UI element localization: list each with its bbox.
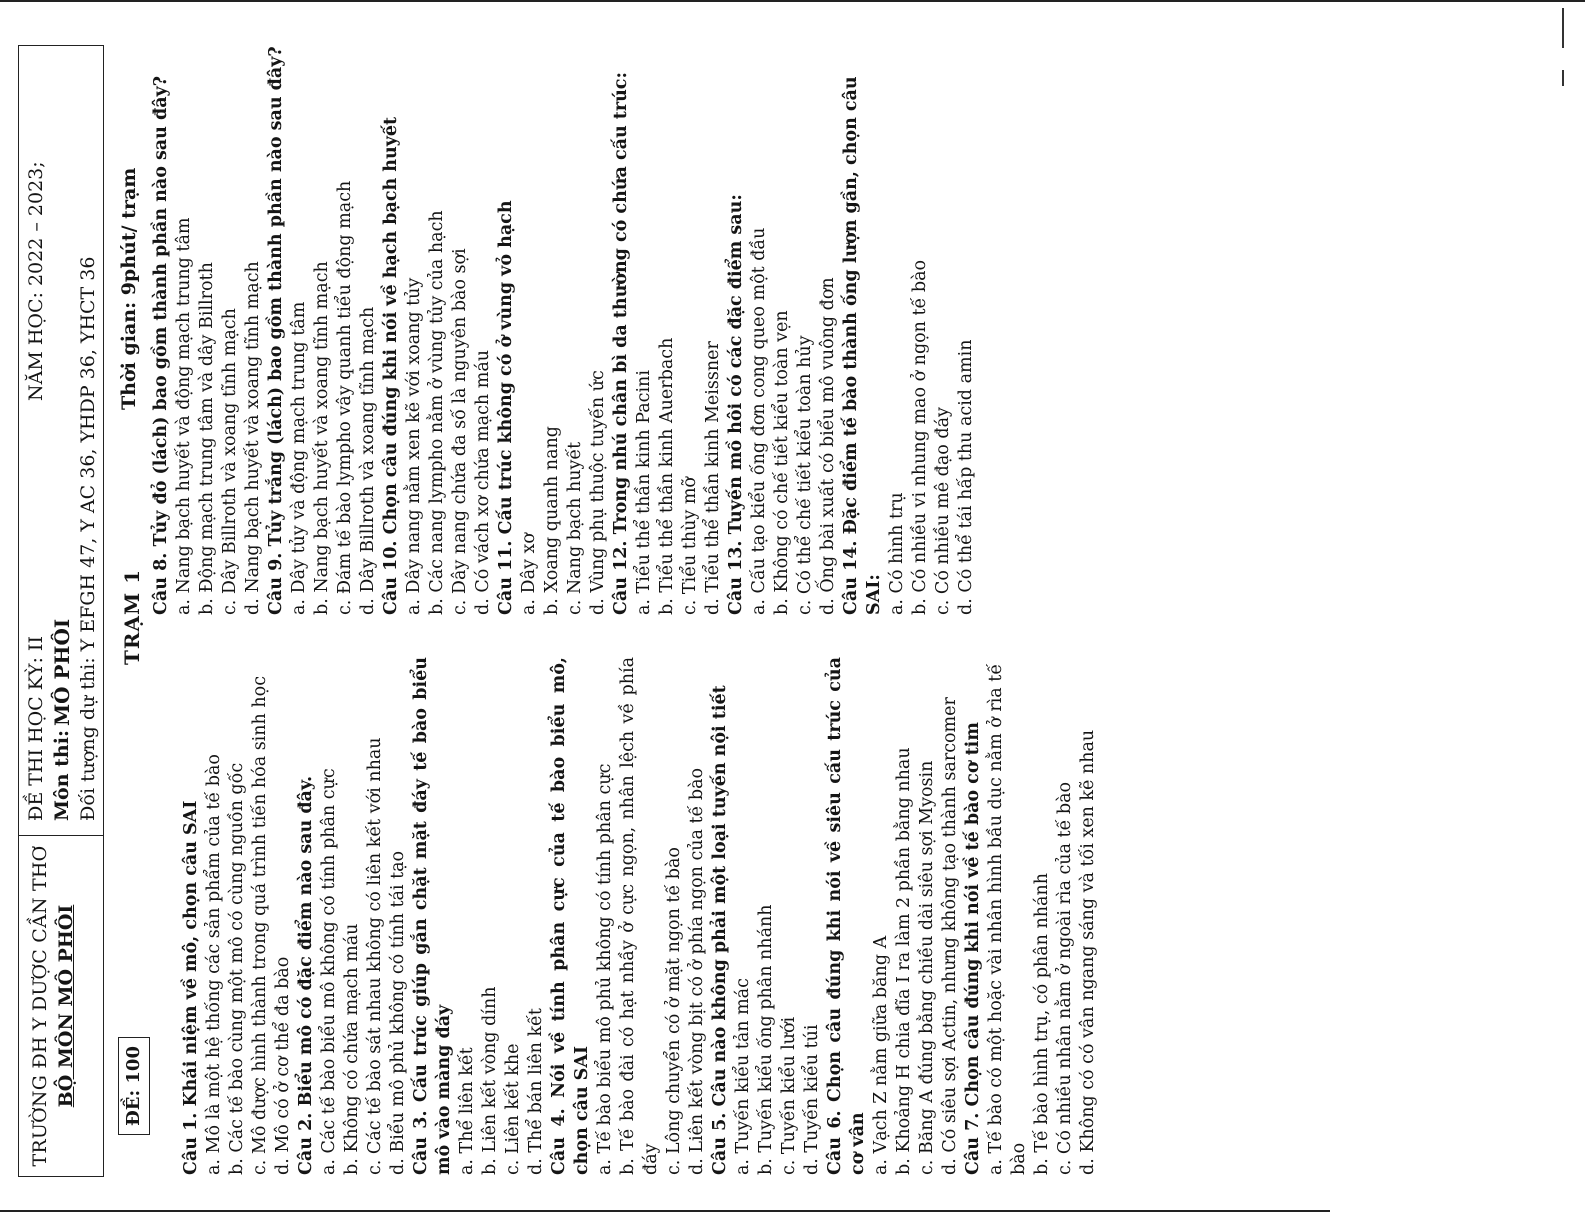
question-block: [495, 40, 610, 615]
answer-option: b. Khoảng H chia đĩa I ra làm 2 phần bằng nhau: [894, 747, 914, 1175]
exam-header: [18, 45, 104, 1177]
right-question-column: [150, 40, 978, 615]
question-block: [380, 40, 495, 615]
school-name: TRƯỜNG ĐH Y DƯỢC CẦN THƠ: [29, 845, 51, 1167]
question-block: [840, 40, 978, 615]
answer-option: c. Các tế bào sát nhau không có liên kết với nhau: [365, 737, 385, 1175]
audience-label: Đối tượng dự thi:: [77, 657, 99, 821]
answer-option: d. Liên kết vòng bịt có ở phía ngọn của tế bào: [687, 767, 707, 1175]
answer-option: c. Tuyến kiểu lưới: [779, 1016, 799, 1175]
answer-option: c. Đám tế bào lympho vây quanh tiểu động mạch: [335, 180, 355, 615]
answer-option: b. Xoang quanh nang: [542, 426, 562, 615]
answer-option: d. Có thể tái hấp thu acid amin: [956, 339, 976, 615]
question-text: Câu 11. Cấu trúc không có ở vùng vỏ hạch: [496, 200, 516, 615]
question-text: Câu 5. Câu nào không phải một loại tuyến nội tiết: [710, 685, 730, 1175]
answer-option: a. Tế bào biểu mô phủ không có tính phân cực: [595, 763, 615, 1175]
answer-option: b. Có nhiều vi nhung mao ở ngọn tế bào: [910, 259, 930, 615]
answer-option: b. Động mạch trung tâm và dây Billroth: [197, 262, 217, 615]
answer-option: a. Dây nang nằm xen kẽ với xoang tủy: [404, 277, 424, 615]
answer-option: d. Có siêu sợi Actin, nhưng không tạo thành sarcomer: [940, 697, 960, 1175]
answer-option: b. Các nang lympho nằm ở vùng tủy của hạch: [427, 210, 447, 615]
question-block: [410, 657, 548, 1175]
answer-option: c. Nang bạch huyết: [565, 441, 585, 615]
question-block: [709, 657, 824, 1175]
exam-title: ĐỀ THI HỌC KỲ: II: [25, 636, 47, 821]
subject-label: Môn thi:: [51, 730, 73, 821]
question-block: [725, 40, 840, 615]
answer-option: d. Nang bạch huyết và xoang tĩnh mạch: [243, 261, 263, 615]
question-block: [265, 40, 380, 615]
answer-option: c. Lông chuyển có ở mặt ngọn tế bào: [664, 847, 684, 1175]
header-institution: [19, 835, 103, 1176]
answer-option: d. Không có có vân ngang sáng và tối xen kẽ nhau: [1078, 729, 1098, 1175]
answer-option: c. Có thể chế tiết kiểu toàn hủy: [795, 335, 815, 615]
question-block: [824, 657, 962, 1175]
answer-option: d. Có vách xơ chứa mạch máu: [473, 349, 493, 615]
left-question-column: [180, 657, 1100, 1175]
question-text: Câu 12. Trong nhú chân bì da thường có chứa cấu trúc:: [611, 72, 631, 615]
answer-option: b. Tế bào hình trụ, có phân nhánh: [1032, 873, 1052, 1175]
answer-option: d. Ống bài xuất có biểu mô vuông đơn: [818, 277, 838, 615]
audience-list: Y EFGH 47, Y AC 36, YHDP 36, YHCT 36: [77, 256, 99, 652]
question-block: [150, 40, 265, 615]
question-text: Câu 8. Tủy đỏ (lách) bao gồm thành phần nào sau đây?: [151, 76, 171, 615]
department-name: BỘ MÔN MÔ PHÔI: [55, 904, 77, 1108]
question-text: Câu 1. Khái niệm về mô, chọn câu SAI: [181, 800, 201, 1175]
question-text: Câu 7. Chọn câu đúng khi nói về tế bào cơ tim: [963, 722, 983, 1175]
answer-option: a. Thể liên kết: [457, 1047, 477, 1175]
subject-name: MÔ PHÔI: [50, 618, 74, 726]
question-text: Câu 3. Cấu trúc giúp gắn chặt mặt đáy tế bào biểu mô vào màng đáy: [411, 657, 454, 1175]
answer-option: d. Tiểu thể thần kinh Meissner: [703, 341, 723, 615]
answer-option: a. Dây xơ: [519, 533, 539, 615]
answer-option: c. Băng A đúng bằng chiều dài siêu sợi Myosin: [917, 760, 937, 1175]
answer-option: c. Liên kết khe: [503, 1043, 523, 1175]
question-text: Câu 10. Chọn câu đúng khi nói về hạch bạch huyết: [381, 116, 401, 615]
question-text: Câu 2. Biểu mô có đặc điểm nào sau đây.: [296, 775, 316, 1175]
answer-option: d. Dây Billroth và xoang tĩnh mạch: [358, 306, 378, 615]
question-text: Câu 14. Đặc điểm tế bào thành ống lượn gần, chọn câu SAI:: [841, 76, 884, 615]
question-text: Câu 13. Tuyến mồ hôi có các đặc điểm sau:: [726, 194, 746, 615]
question-block: [610, 40, 725, 615]
answer-option: a. Dây tủy và động mạch trung tâm: [289, 301, 309, 615]
answer-option: b. Tiểu thể thần kinh Auerbach: [657, 337, 677, 615]
answer-option: a. Tuyến kiểu tản mác: [733, 978, 753, 1175]
question-block: [180, 657, 295, 1175]
answer-option: a. Tế bào có một hoặc vài nhân hình bầu dục nằm ở rìa tế bào: [986, 663, 1029, 1175]
answer-option: a. Nang bạch huyết và động mạch trung tâm: [174, 217, 194, 615]
answer-option: d. Tuyến kiểu túi: [802, 1024, 822, 1175]
answer-option: c. Mô được hình thành trong quá trình tiến hóa sinh học: [250, 676, 270, 1175]
answer-option: a. Có hình trụ: [887, 492, 907, 615]
answer-option: c. Dây nang chứa đa số là nguyên bào sợi: [450, 248, 470, 615]
answer-option: c. Tiểu thùy mỡ: [680, 477, 700, 615]
academic-year: NĂM HỌC: 2022 – 2023;: [25, 161, 47, 401]
answer-option: c. Có nhiều nhân nằm ở ngoài rìa của tế bào: [1055, 781, 1075, 1175]
answer-option: b. Không có chứa mạch máu: [342, 923, 362, 1175]
question-block: [295, 657, 410, 1175]
question-text: Câu 4. Nói về tính phân cực của tế bào biểu mô, chọn câu SAI: [549, 657, 592, 1175]
question-text: Câu 6. Chọn câu đúng khi nói về siêu cấu trúc của cơ vân: [825, 657, 868, 1175]
answer-option: b. Nang bạch huyết và xoang tĩnh mạch: [312, 261, 332, 615]
answer-option: c. Dây Billroth và xoang tĩnh mạch: [220, 308, 240, 615]
answer-option: a. Mô là một hệ thống các sản phẩm của tế bào: [204, 754, 224, 1175]
question-text: Câu 9. Tủy trắng (lách) bao gồm thành phần nào sau đây?: [266, 46, 286, 615]
answer-option: b. Các tế bào cùng một mô có cùng nguồn gốc: [227, 762, 247, 1175]
question-block: [548, 657, 709, 1175]
answer-option: b. Không có chế tiết kiểu toàn vẹn: [772, 310, 792, 615]
answer-option: a. Cấu tạo kiểu ống đơn cong queo một đầu: [749, 227, 769, 615]
answer-option: b. Tuyến kiểu ống phân nhánh: [756, 904, 776, 1175]
answer-option: d. Vùng phụ thuộc tuyến ức: [588, 370, 608, 615]
answer-option: a. Tiểu thể thần kinh Pacini: [634, 370, 654, 615]
answer-option: b. Liên kết vòng dính: [480, 986, 500, 1175]
header-exam-info: [23, 51, 101, 821]
station-title: TRẠM 1: [120, 568, 144, 665]
answer-option: d. Thể bán liên kết: [526, 1008, 546, 1175]
answer-option: a. Các tế bào biểu mô không có tính phân cực: [319, 768, 339, 1175]
question-block: [962, 657, 1100, 1175]
answer-option: a. Vạch Z nằm giữa băng A: [871, 935, 891, 1175]
exam-code-box: ĐỀ: 100: [118, 1037, 150, 1135]
answer-option: d. Biểu mô phủ không có tính tái tạo: [388, 850, 408, 1175]
answer-option: b. Tế bào đài có hạt nhầy ở cực ngọn, nhân lệch về phía đáy: [618, 657, 661, 1175]
answer-option: c. Có nhiều mê đạo đáy: [933, 407, 953, 615]
answer-option: d. Mô có ở cơ thể đa bào: [273, 956, 293, 1175]
time-limit: Thời gian: 9phút/ trạm: [118, 167, 140, 410]
